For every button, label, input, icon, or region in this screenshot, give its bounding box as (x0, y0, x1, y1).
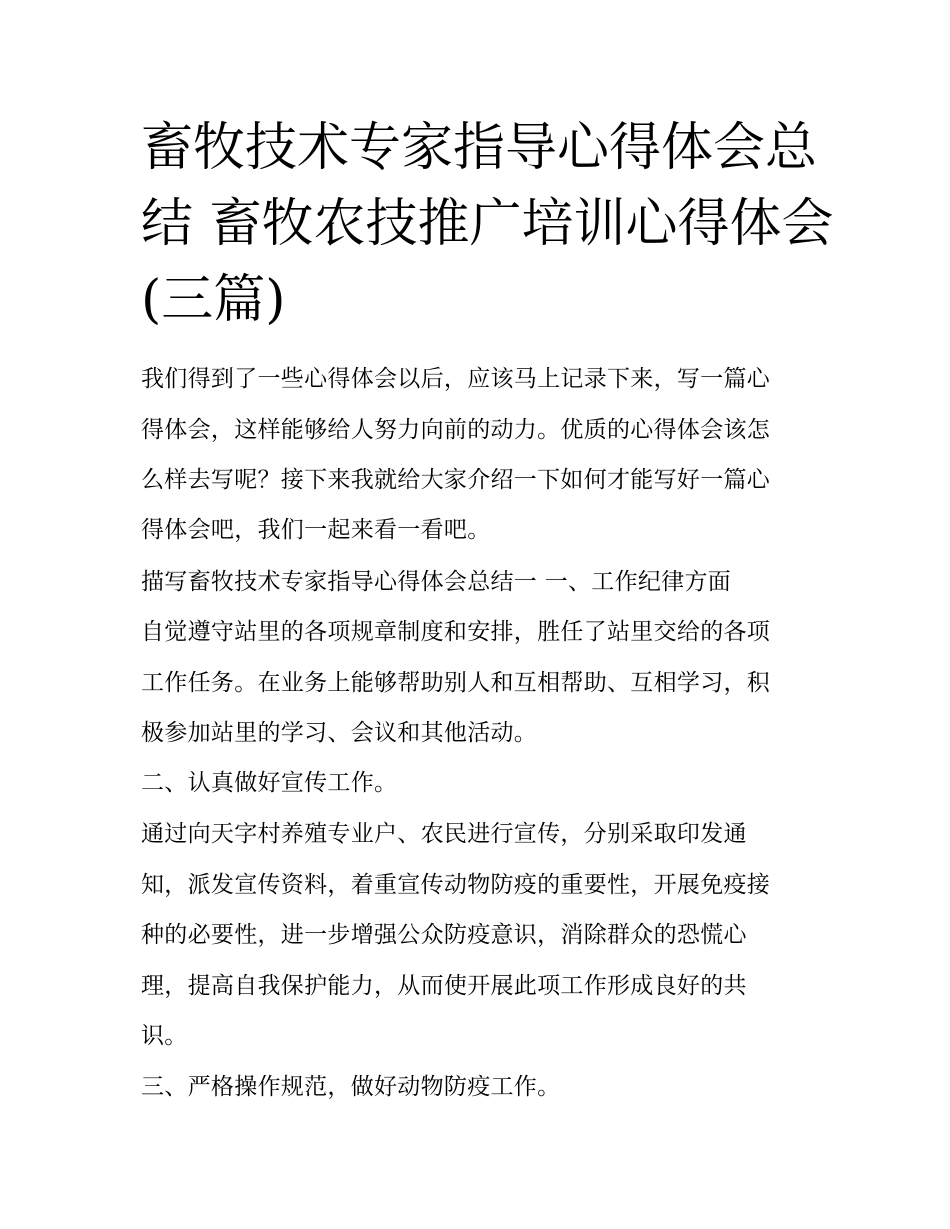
discipline-paragraph-line: 工作任务。在业务上能够帮助别人和互相帮助、互相学习，积 (141, 670, 771, 696)
section-heading-line: 描写畜牧技术专家指导心得体会总结一 一、工作纪律方面 (141, 569, 732, 595)
publicity-paragraph-line: 通过向天字村养殖专业户、农民进行宣传，分别采取印发通 (141, 821, 747, 847)
document-title-line-2: 结 畜牧农技推广培训心得体会 (141, 194, 834, 254)
document-title-line-3: (三篇) (141, 270, 286, 330)
discipline-paragraph-line: 自觉遵守站里的各项规章制度和安排，胜任了站里交给的各项 (141, 619, 771, 645)
publicity-paragraph-line: 种的必要性，进一步增强公众防疫意识，消除群众的恐慌心 (141, 922, 747, 948)
publicity-paragraph-line: 识。 (141, 1023, 188, 1049)
document-title-line-1: 畜牧技术专家指导心得体会总 (141, 118, 818, 178)
section-heading-operations: 三、严格操作规范，做好动物防疫工作。 (141, 1074, 561, 1100)
intro-paragraph-line: 得体会吧，我们一起来看一看吧。 (141, 517, 491, 543)
intro-paragraph-line: 得体会，这样能够给人努力向前的动力。优质的心得体会该怎 (141, 417, 771, 443)
section-heading-publicity: 二、认真做好宣传工作。 (141, 770, 398, 796)
publicity-paragraph-line: 理，提高自我保护能力，从而使开展此项工作形成良好的共 (141, 973, 747, 999)
intro-paragraph-line: 我们得到了一些心得体会以后，应该马上记录下来，写一篇心 (141, 366, 771, 392)
publicity-paragraph-line: 知，派发宣传资料，着重宣传动物防疫的重要性，开展免疫接 (141, 872, 771, 898)
intro-paragraph-line: 么样去写呢？接下来我就给大家介绍一下如何才能写好一篇心 (141, 467, 771, 493)
discipline-paragraph-line: 极参加站里的学习、会议和其他活动。 (141, 720, 538, 746)
